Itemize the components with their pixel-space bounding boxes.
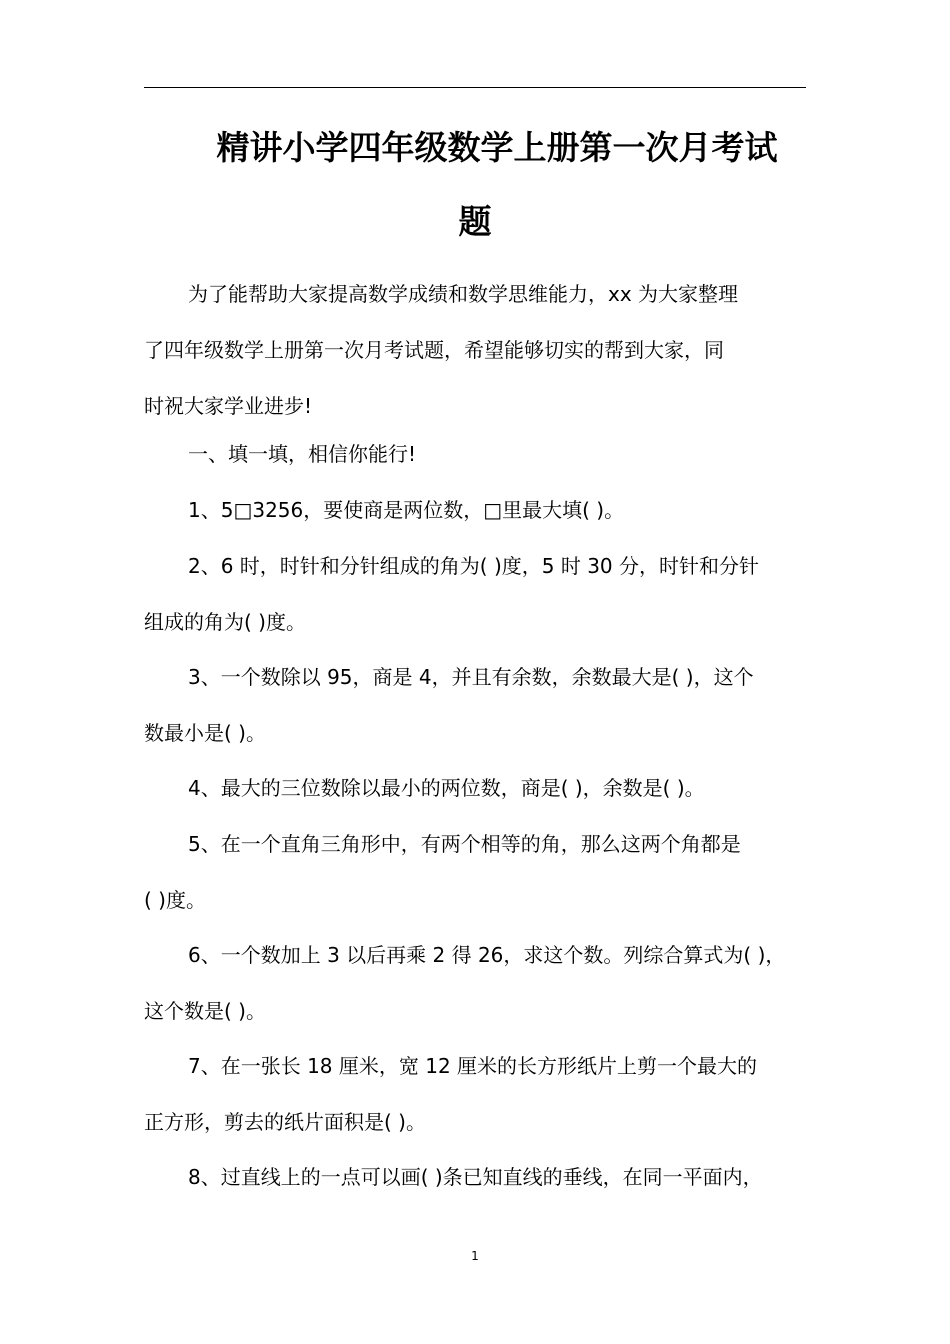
question-8 [144, 1149, 806, 1205]
question-6 [144, 927, 806, 1039]
question-line: 6、一个数加上 3 以后再乘 2 得 26，求这个数。列综合算式为( )， [188, 943, 786, 967]
header-rule [144, 87, 806, 88]
document-title: 精讲小学四年级数学上册第一次月考试 [216, 128, 778, 167]
intro-line: 为了能帮助大家提高数学成绩和数学思维能力，xx 为大家整理 [188, 282, 739, 306]
intro-paragraph [144, 266, 806, 434]
question-line: 2、6 时，时针和分针组成的角为( )度，5 时 30 分，时针和分针 [188, 554, 760, 578]
question-5 [144, 816, 806, 928]
question-line: 组成的角为( )度。 [144, 610, 306, 634]
section-heading [144, 426, 806, 482]
section-heading-text: 一、填一填，相信你能行! [188, 442, 417, 466]
question-1 [144, 482, 806, 538]
question-line: 8、过直线上的一点可以画( )条已知直线的垂线，在同一平面内， [188, 1165, 763, 1189]
question-line: 这个数是( )。 [144, 999, 266, 1023]
question-line: 5、在一个直角三角形中，有两个相等的角，那么这两个角都是 [188, 832, 741, 856]
question-line: 数最小是( )。 [144, 721, 266, 745]
page-number: 1 [471, 1249, 479, 1263]
question-2 [144, 538, 806, 650]
question-line: 7、在一张长 18 厘米，宽 12 厘米的长方形纸片上剪一个最大的 [188, 1054, 758, 1078]
question-line: 3、一个数除以 95，商是 4，并且有余数，余数最大是( )，这个 [188, 665, 754, 689]
question-3 [144, 649, 806, 761]
question-line: 正方形，剪去的纸片面积是( )。 [144, 1110, 426, 1134]
intro-line: 时祝大家学业进步! [144, 394, 313, 418]
question-4 [144, 760, 806, 816]
question-7 [144, 1038, 806, 1150]
question-line: 4、最大的三位数除以最小的两位数，商是( )，余数是( )。 [188, 776, 705, 800]
document-title-continued: 题 [458, 202, 492, 241]
intro-line: 了四年级数学上册第一次月考试题，希望能够切实的帮到大家，同 [144, 338, 724, 362]
question-line: 1、5□3256，要使商是两位数，□里最大填( )。 [188, 498, 625, 522]
question-line: ( )度。 [144, 888, 206, 912]
